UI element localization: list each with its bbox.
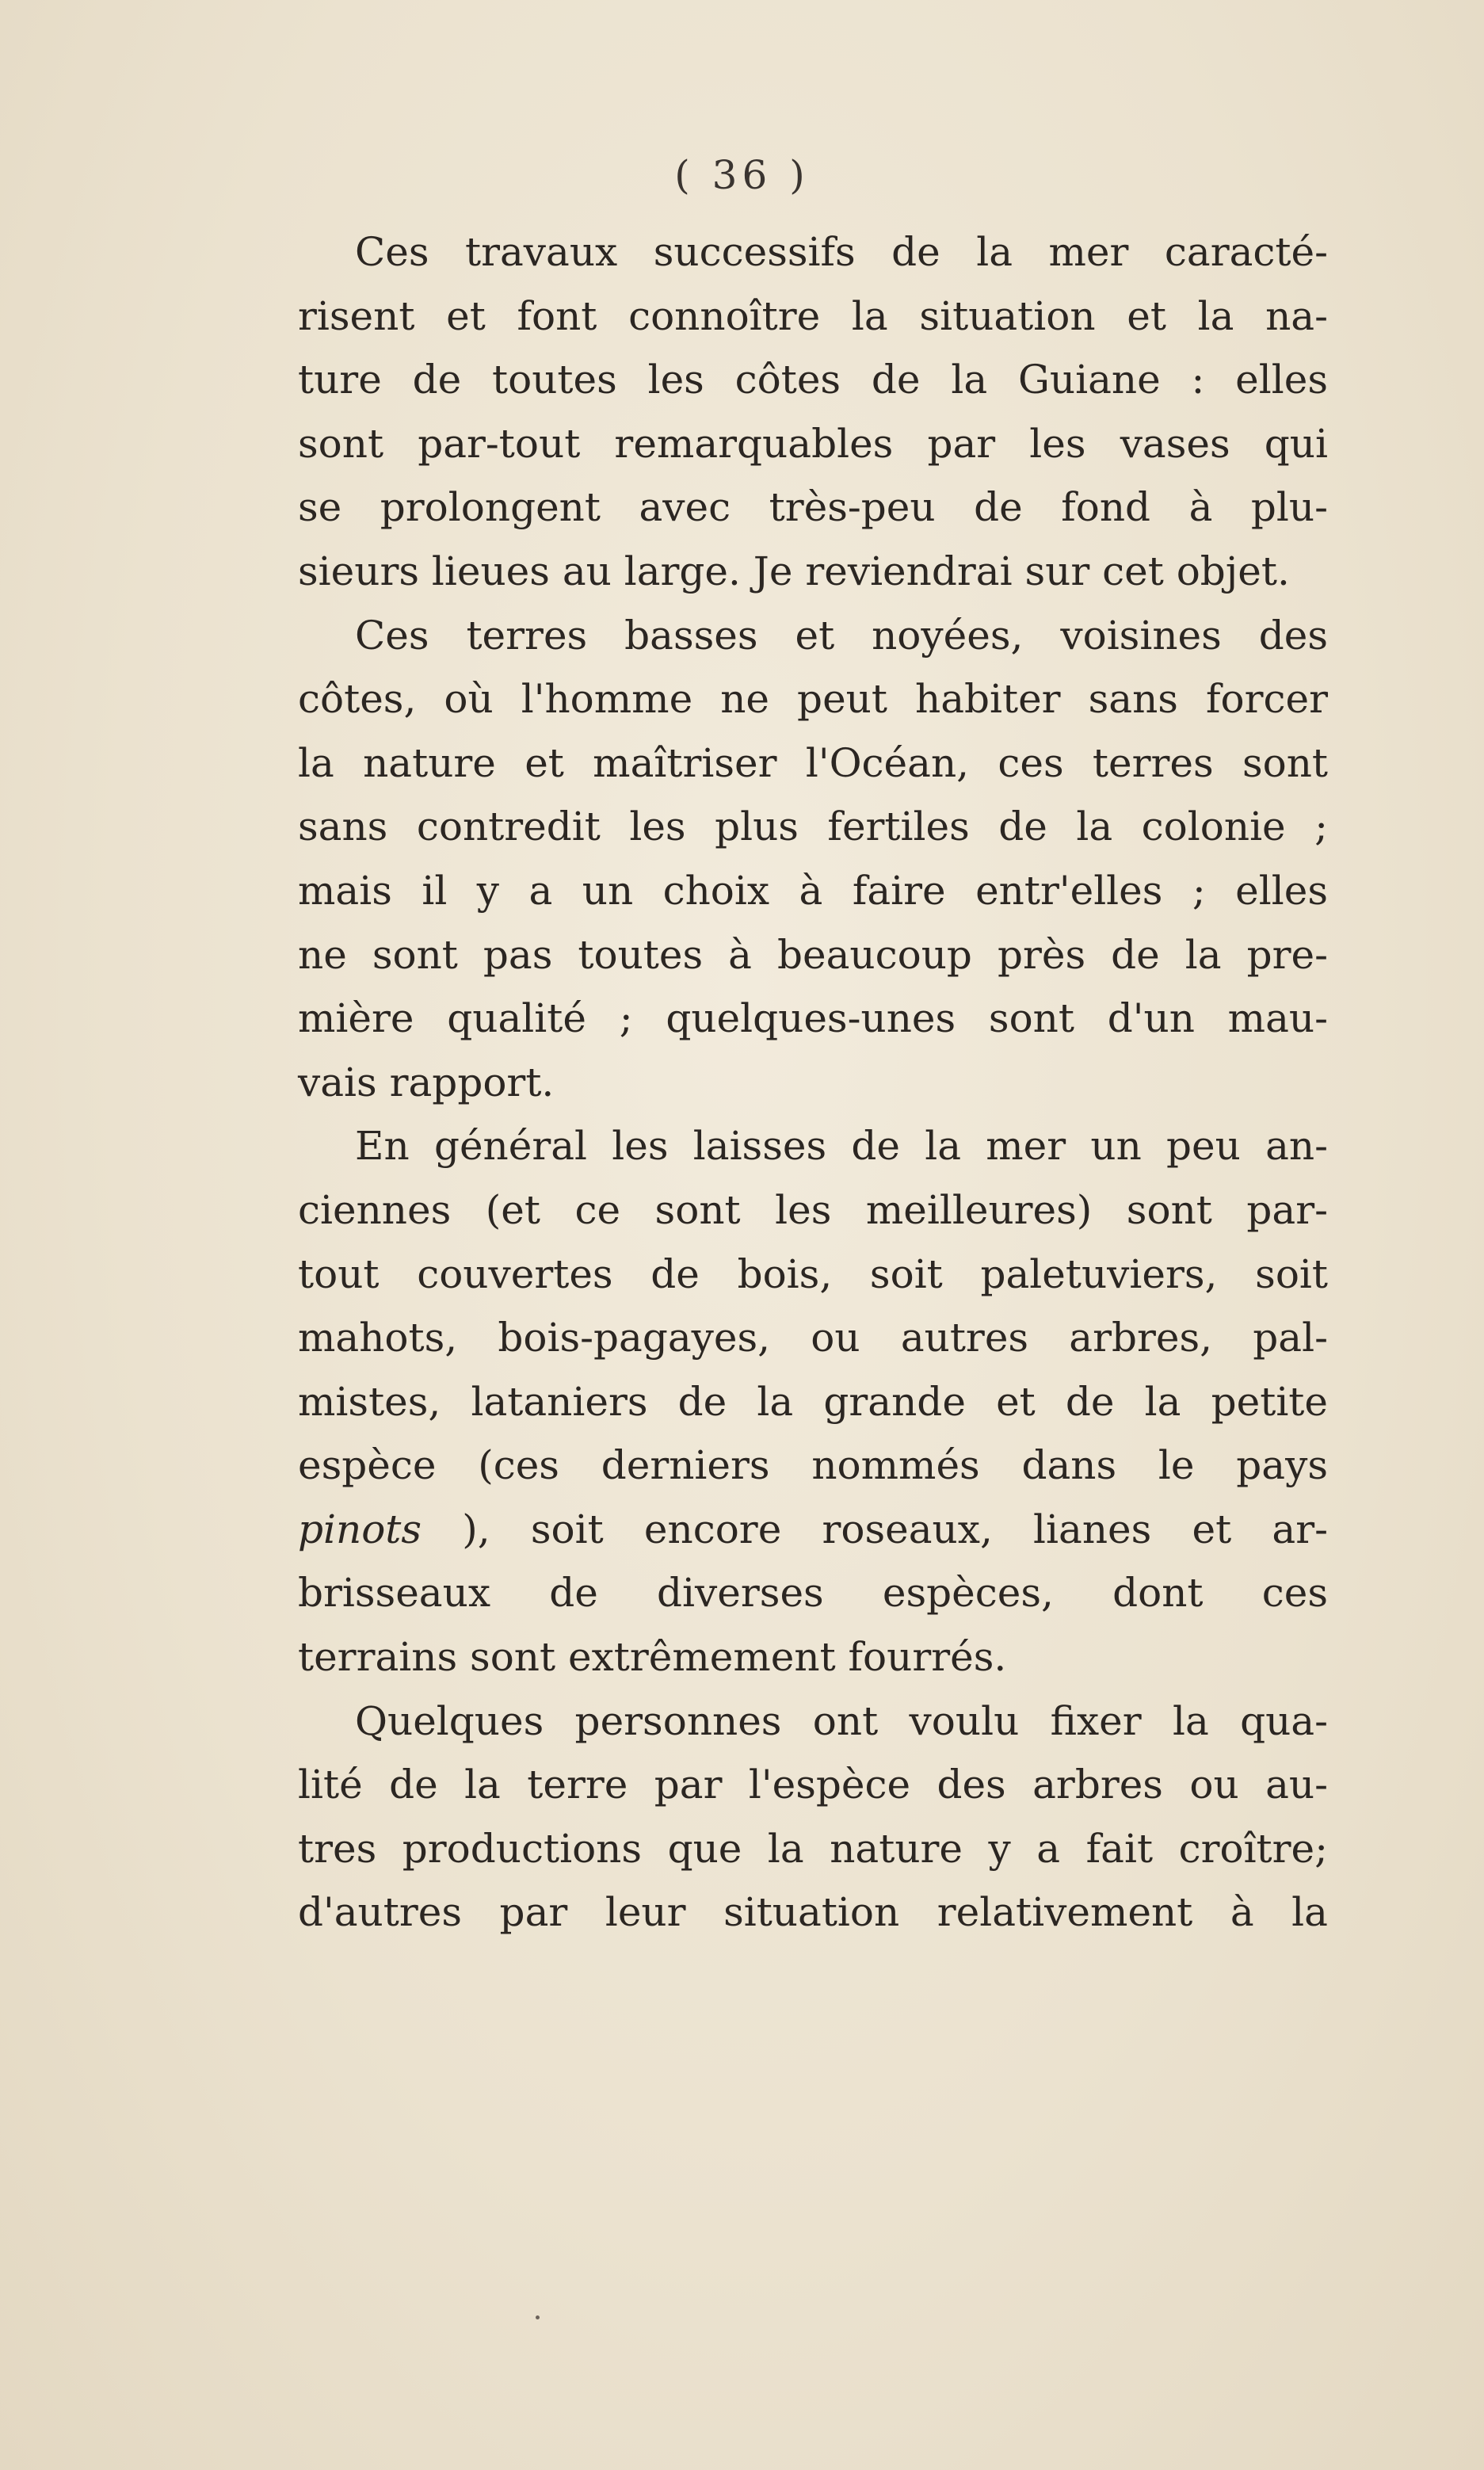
text-line: la nature et maîtriser l'Océan, ces terres sont [298,739,1328,786]
text-line: tres productions que la nature y a fait croître; [298,1825,1328,1872]
text-line: sont par-tout remarquables par les vases qui [298,420,1328,467]
page-number: ( 36 ) [674,152,810,198]
text-line: ciennes (et ce sont les meilleures) sont par- [298,1186,1328,1233]
text-line: tout couvertes de bois, soit paletuviers, soit [298,1250,1328,1297]
italic-term: pinots [298,1506,422,1552]
paragraph [298,220,1328,604]
text-line: Ces travaux successifs de la mer caracté- [355,229,1328,275]
paragraph [298,604,1328,1115]
text-line: ture de toutes les côtes de la Guiane : elles [298,357,1328,403]
text-line: côtes, où l'homme ne peut habiter sans forcer [298,676,1328,723]
paragraph [298,1114,1328,1689]
paper-speck [536,2315,540,2319]
text-line: espèce (ces derniers nommés dans le pays [298,1442,1328,1489]
text-line: Quelques personnes ont voulu fixer la qua- [355,1697,1328,1744]
text-line: Ces terres basses et noyées, voisines des [355,612,1328,659]
text-line: lité de la terre par l'espèce des arbres ou au- [298,1762,1328,1808]
text-line [298,1498,1328,1562]
text-line: mais il y a un choix à faire entr'elles ; elles [298,867,1328,914]
text-line: mahots, bois-pagayes, ou autres arbres, pal- [298,1315,1328,1361]
text-line: risent et font connoître la situation et la na- [298,292,1328,339]
paragraph [298,1689,1328,1945]
text-line: sans contredit les plus fertiles de la colonie ; [298,804,1328,850]
text-line: d'autres par leur situation relativement à la [298,1889,1328,1936]
text-line: ne sont pas toutes à beaucoup près de la pre- [298,931,1328,978]
text-line: se prolongent avec très-peu de fond à plu- [298,484,1328,531]
text-line: vais rapport. [298,1059,555,1105]
text-line: brisseaux de diverses espèces, dont ces [298,1570,1328,1617]
text-line: sieurs lieues au large. Je reviendrai sur cet objet. [298,548,1290,594]
body-text [298,220,1328,1945]
text-line-rest: ), soit encore roseaux, lianes et ar- [462,1506,1328,1552]
text-line: En général les laisses de la mer un peu an- [355,1123,1328,1170]
text-line: mistes, lataniers de la grande et de la petite [298,1378,1328,1425]
text-line: terrains sont extrêmement fourrés. [298,1634,1007,1681]
text-line: mière qualité ; quelques-unes sont d'un mau- [298,995,1328,1042]
